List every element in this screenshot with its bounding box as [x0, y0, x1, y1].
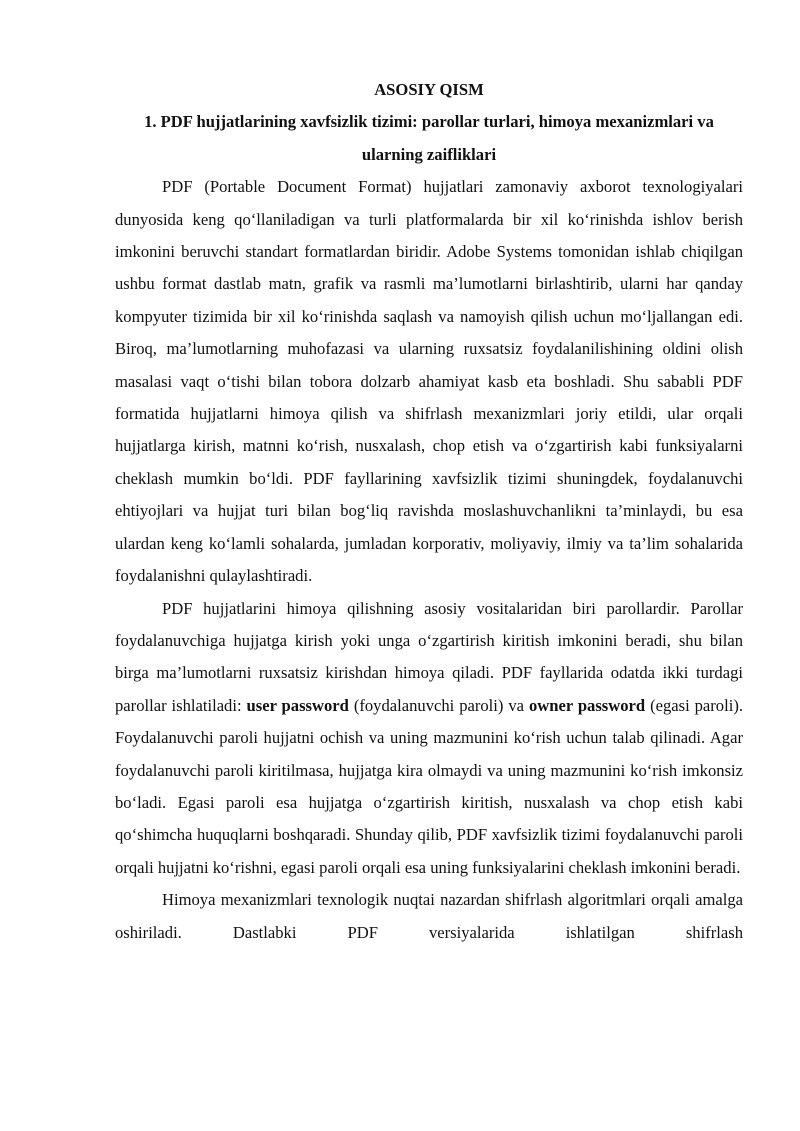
user-password-term: user password [246, 695, 349, 715]
paragraph-passwords-part-c: (egasi paroli). Foydalanuvchi paroli hujjatni ochish va uning mazmunini ko‘rish uchun talab qilinadi. Agar foydalanuvchi paroli kiritilmasa, hujjatga kira olmaydi va uning mazmunini ko‘rish imkonsiz bo‘ladi. Egasi paroli esa hujjatga o‘zgartirish kiritish, nusxalash va chop etish kabi qo‘shimcha huquqlarni boshqaradi. Shunday qilib, PDF xavfsizlik tizimi foydalanuvchi paroli orqali hujjatni ko‘rishni, egasi paroli orqali esa uning funksiyalarini cheklash imkonini beradi. [115, 695, 743, 877]
section-title: ASOSIY QISM [374, 80, 484, 99]
paragraph-passwords-part-a: PDF hujjatlarini himoya qilishning asosiy vositalaridan biri parollardir. Parollar foydalanuvchiga hujjatga kirish yoki unga o‘zgartirish kiritish imkonini beradi, shu bilan birga ma’lumotlarni ruxsatsiz kirishdan himoya qiladi. PDF fayllarida odatda ikki turdagi parollar ishlatiladi: [115, 598, 743, 715]
chapter-title: 1. PDF hujjatlarining xavfsizlik tizimi: parollar turlari, himoya mexanizmlari va ularning zaifliklari [144, 112, 714, 164]
paragraph-intro: PDF (Portable Document Format) hujjatlari zamonaviy axborot texnologiyalari dunyosida keng qo‘llaniladigan va turli platformalarda bir xil ko‘rinishda ishlov berish imkonini beruvchi standart formatlardan biridir. Adobe Systems tomonidan ishlab chiqilgan ushbu format dastlab matn, grafik va rasmli ma’lumotlarni birlashtirib, ularni har qanday kompyuter tizimida bir xil ko‘rinishda saqlash va namoyish qilish uchun mo‘ljallangan edi. Biroq, ma’lumotlarning muhofazasi va ularning ruxsatsiz foydalanilishining oldini olish masalasi vaqt o‘tishi bilan tobora dolzarb ahamiyat kasb eta boshladi. Shu sababli PDF formatida hujjatlarni himoya qilish va shifrlash mexanizmlari joriy etildi, ular orqali hujjatlarga kirish, matnni ko‘rish, nusxalash, chop etish va o‘zgartirish kabi funksiyalarni cheklash mumkin bo‘ldi. PDF fayllarining xavfsizlik tizimi shuningdek, foydalanuvchi ehtiyojlari va hujjat turi bilan bog‘liq ravishda moslashuvchanlikni ta’minlaydi, bu esa ulardan keng ko‘lamli sohalarda, jumladan korporativ, moliyaviy, ilmiy va ta’lim sohalarida foydalanishni qulaylashtiradi. [115, 177, 743, 586]
paragraph-mechanisms: Himoya mexanizmlari texnologik nuqtai nazardan shifrlash algoritmlari orqali amalga oshiriladi. Dastlabki PDF versiyalarida ishlatilgan shifrlash [115, 890, 743, 942]
document-page [115, 74, 743, 949]
owner-password-term: owner password [528, 695, 646, 715]
paragraph-passwords-part-b: (foydalanuvchi paroli) va [348, 695, 529, 715]
paragraph-passwords [115, 593, 743, 885]
